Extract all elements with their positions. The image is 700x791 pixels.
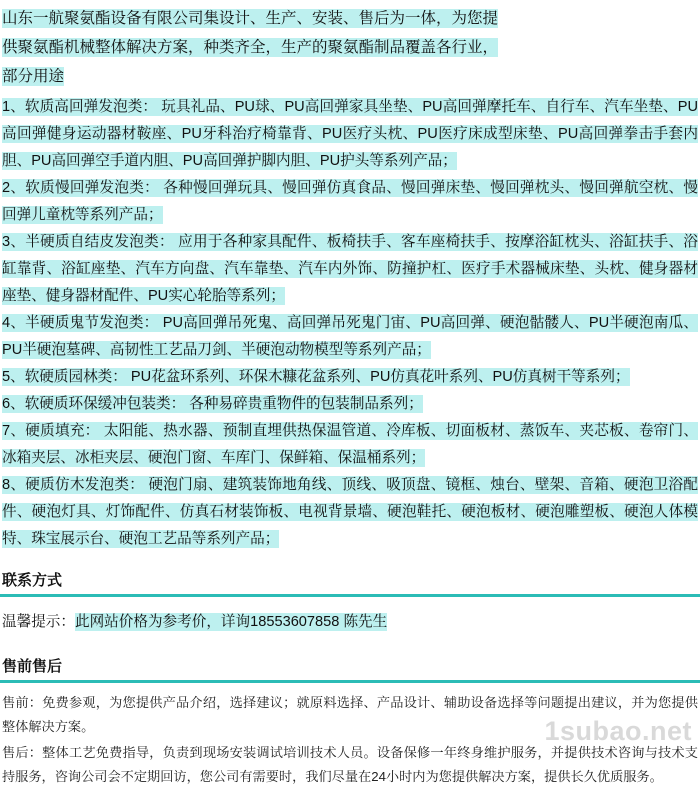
intro-line-3: 部分用途 — [2, 68, 65, 85]
list-item — [2, 472, 698, 553]
product-item-7: 7、硬质填充： 太阳能、热水器、预制直埋供热保温管道、冷库板、切面板材、蒸饭车、夹芯板、卷帘门、冰箱夹层、冰柜夹层、硬泡门窗、车库门、保鲜箱、保温桶系列； — [2, 423, 698, 466]
service-section-heading: 售前售后 — [0, 649, 700, 683]
product-item-5: 5、软硬质园林类： PU花盆环系列、环保木糠花盆系列、PU仿真花叶系列、PU仿真树干等系列； — [2, 369, 630, 385]
contact-section-heading: 联系方式 — [0, 563, 700, 597]
list-item — [2, 364, 698, 391]
product-item-3: 3、半硬质自结皮发泡类： 应用于各种家具配件、板椅扶手、客车座椅扶手、按摩浴缸枕头、浴缸扶手、浴缸靠背、浴缸座垫、汽车方向盘、汽车靠垫、汽车内外饰、防撞护杠、医疗手术器械床垫、头枕、健身器材座垫、健身器材配件、PU实心轮胎等系列； — [2, 234, 698, 304]
list-item — [2, 310, 698, 364]
product-item-2: 2、软质慢回弹发泡类： 各种慢回弹玩具、慢回弹仿真食品、慢回弹床垫、慢回弹枕头、慢回弹航空枕、慢回弹儿童枕等系列产品； — [2, 180, 698, 223]
product-item-4: 4、半硬质鬼节发泡类： PU高回弹吊死鬼、高回弹吊死鬼门宙、PU高回弹、硬泡骷髅人、PU半硬泡南瓜、PU半硬泡墓碑、高韧性工艺品刀剑、半硬泡动物模型等系列产品； — [2, 315, 698, 358]
product-item-1: 1、软质高回弹发泡类： 玩具礼品、PU球、PU高回弹家具坐垫、PU高回弹摩托车、自行车、汽车坐垫、PU高回弹健身运动器材鞍座、PU牙科治疗椅靠背、PU医疗头枕、PU医疗床成型床垫、PU高回弹拳击手套内胆、PU高回弹空手道内胆、PU高回弹护脚内胆、PU护头等系列产品； — [2, 99, 698, 169]
intro-paragraph — [0, 0, 700, 91]
intro-line-1: 山东一航聚氨酯设备有限公司集设计、生产、安装、售后为一体，为您提 — [2, 10, 499, 27]
list-item — [2, 418, 698, 472]
product-item-8: 8、硬质仿木发泡类： 硬泡门扇、建筑装饰地角线、顶线、吸顶盘、镜框、烛台、壁架、音箱、硬泡卫浴配件、硬泡灯具、灯饰配件、仿真石材装饰板、电视背景墙、硬泡鞋托、硬泡板材、硬泡雕塑板、硬泡人体模特、珠宝展示台、硬泡工艺品等系列产品； — [2, 477, 698, 547]
product-item-6: 6、软硬质环保缓冲包装类： 各种易碎贵重物件的包装制品系列； — [2, 396, 423, 412]
service-paragraph-presale: 售前：免费参观，为您提供产品介绍，选择建议；就原料选择、产品设计、辅助设备选择等问题提出建议，并为您提供整体解决方案。 — [2, 695, 698, 734]
site-watermark: 1subao.net — [544, 716, 692, 746]
intro-line-2: 供聚氨酯机械整体解决方案，种类齐全，生产的聚氨酯制品覆盖各行业， — [2, 39, 499, 56]
contact-note — [0, 597, 700, 639]
service-paragraph-aftersale: 售后：整体工艺免费指导，负责到现场安装调试培训技术人员。设备保修一年终身维护服务，并提供技术咨询与技术支持服务，咨询公司会不定期回访，您公司有需要时，我们尽量在24小时内为您提供解决方案，提供长久优质服务。 — [2, 745, 698, 784]
product-category-list — [0, 91, 700, 553]
contact-note-body: 此网站价格为参考价，详询18553607858 陈先生 — [74, 614, 388, 630]
list-item — [2, 175, 698, 229]
list-item — [2, 94, 698, 175]
list-item — [2, 229, 698, 310]
service-text-block — [0, 683, 700, 789]
list-item — [2, 391, 698, 418]
contact-note-prefix: 温馨提示： — [2, 614, 75, 630]
